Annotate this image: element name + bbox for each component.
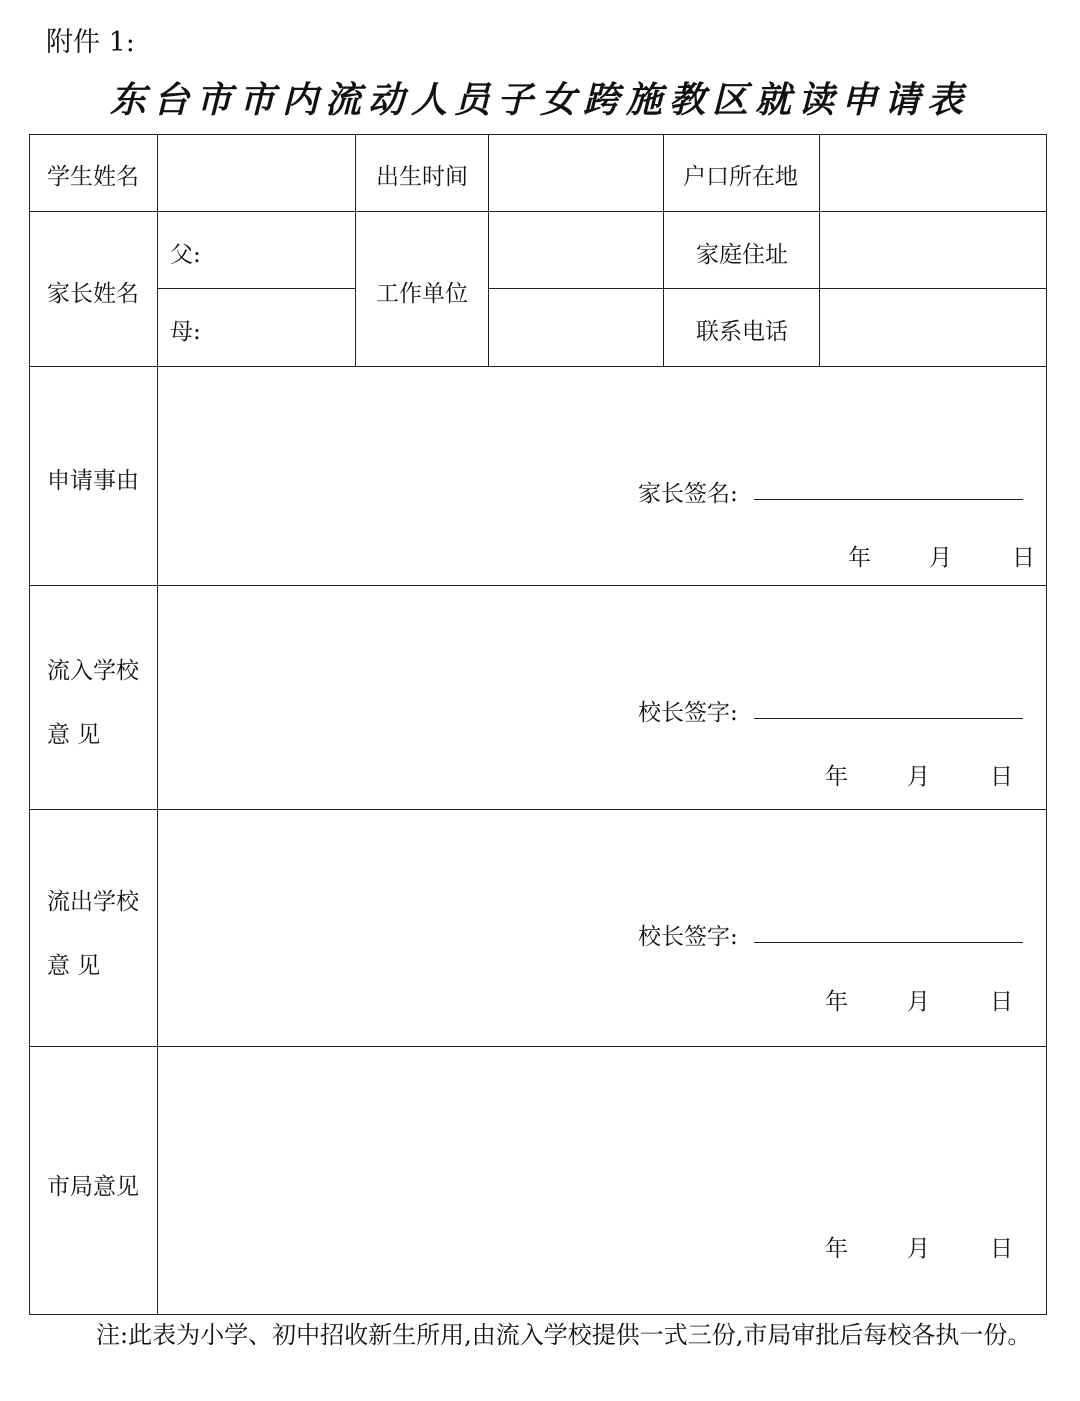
- label-inflow-opinion: 意 见: [47, 722, 101, 748]
- table-border-right: [1046, 134, 1047, 1315]
- bureau-opinion-field[interactable]: [158, 1047, 1045, 1207]
- label-outflow-school: 流出学校: [47, 889, 139, 915]
- label-mother: 母:: [170, 319, 201, 345]
- work-unit-field-mother[interactable]: [489, 289, 662, 365]
- contact-phone-field[interactable]: [820, 289, 1045, 365]
- date-year: 年: [825, 764, 848, 790]
- inflow-principal-signature-line[interactable]: [754, 718, 1023, 719]
- inflow-school-opinion-field[interactable]: [158, 586, 1045, 686]
- attachment-label: 附件 1:: [46, 27, 135, 58]
- label-hukou-location: 户口所在地: [683, 164, 798, 190]
- label-work-unit: 工作单位: [376, 281, 468, 307]
- reason-field[interactable]: [158, 367, 1045, 467]
- col-divider: [355, 134, 356, 366]
- date-month: 月: [907, 764, 930, 790]
- date-day: 日: [990, 764, 1013, 790]
- outflow-principal-signature-line[interactable]: [754, 942, 1023, 943]
- date-day: 日: [990, 1236, 1013, 1262]
- label-principal-signature: 校长签字:: [638, 924, 738, 950]
- label-contact-phone: 联系电话: [696, 319, 788, 345]
- label-father: 父:: [170, 242, 201, 268]
- date-month: 月: [929, 545, 952, 571]
- date-year: 年: [825, 1236, 848, 1262]
- date-day: 日: [990, 989, 1013, 1015]
- table-border-bottom: [29, 1314, 1047, 1315]
- label-reason: 申请事由: [47, 468, 139, 494]
- home-address-field[interactable]: [820, 212, 1045, 287]
- form-title: 东台市市内流动人员子女跨施教区就读申请表: [109, 79, 970, 121]
- footer-note: 注:此表为小学、初中招收新生所用,由流入学校提供一式三份,市局审批后每校各执一份。: [96, 1321, 1032, 1349]
- date-month: 月: [907, 989, 930, 1015]
- outflow-school-opinion-field[interactable]: [158, 810, 1045, 910]
- label-parent-name: 家长姓名: [47, 281, 139, 307]
- label-outflow-opinion: 意 见: [47, 953, 101, 979]
- label-principal-signature: 校长签字:: [638, 700, 738, 726]
- parent-signature-line[interactable]: [754, 499, 1023, 500]
- date-day: 日: [1012, 545, 1035, 571]
- label-inflow-school: 流入学校: [47, 658, 139, 684]
- label-parent-signature: 家长签名:: [638, 481, 738, 507]
- label-home-address: 家庭住址: [696, 242, 788, 268]
- row-divider-partial: [157, 288, 355, 289]
- work-unit-field-father[interactable]: [489, 212, 662, 287]
- table-border-left: [29, 134, 30, 1315]
- birth-time-field[interactable]: [489, 135, 662, 210]
- label-student-name: 学生姓名: [47, 164, 139, 190]
- hukou-location-field[interactable]: [820, 135, 1045, 210]
- student-name-field[interactable]: [158, 135, 354, 210]
- col-divider: [663, 134, 664, 366]
- date-year: 年: [825, 989, 848, 1015]
- date-month: 月: [907, 1236, 930, 1262]
- label-bureau-opinion: 市局意见: [47, 1174, 139, 1200]
- label-birth-time: 出生时间: [376, 164, 468, 190]
- date-year: 年: [848, 545, 871, 571]
